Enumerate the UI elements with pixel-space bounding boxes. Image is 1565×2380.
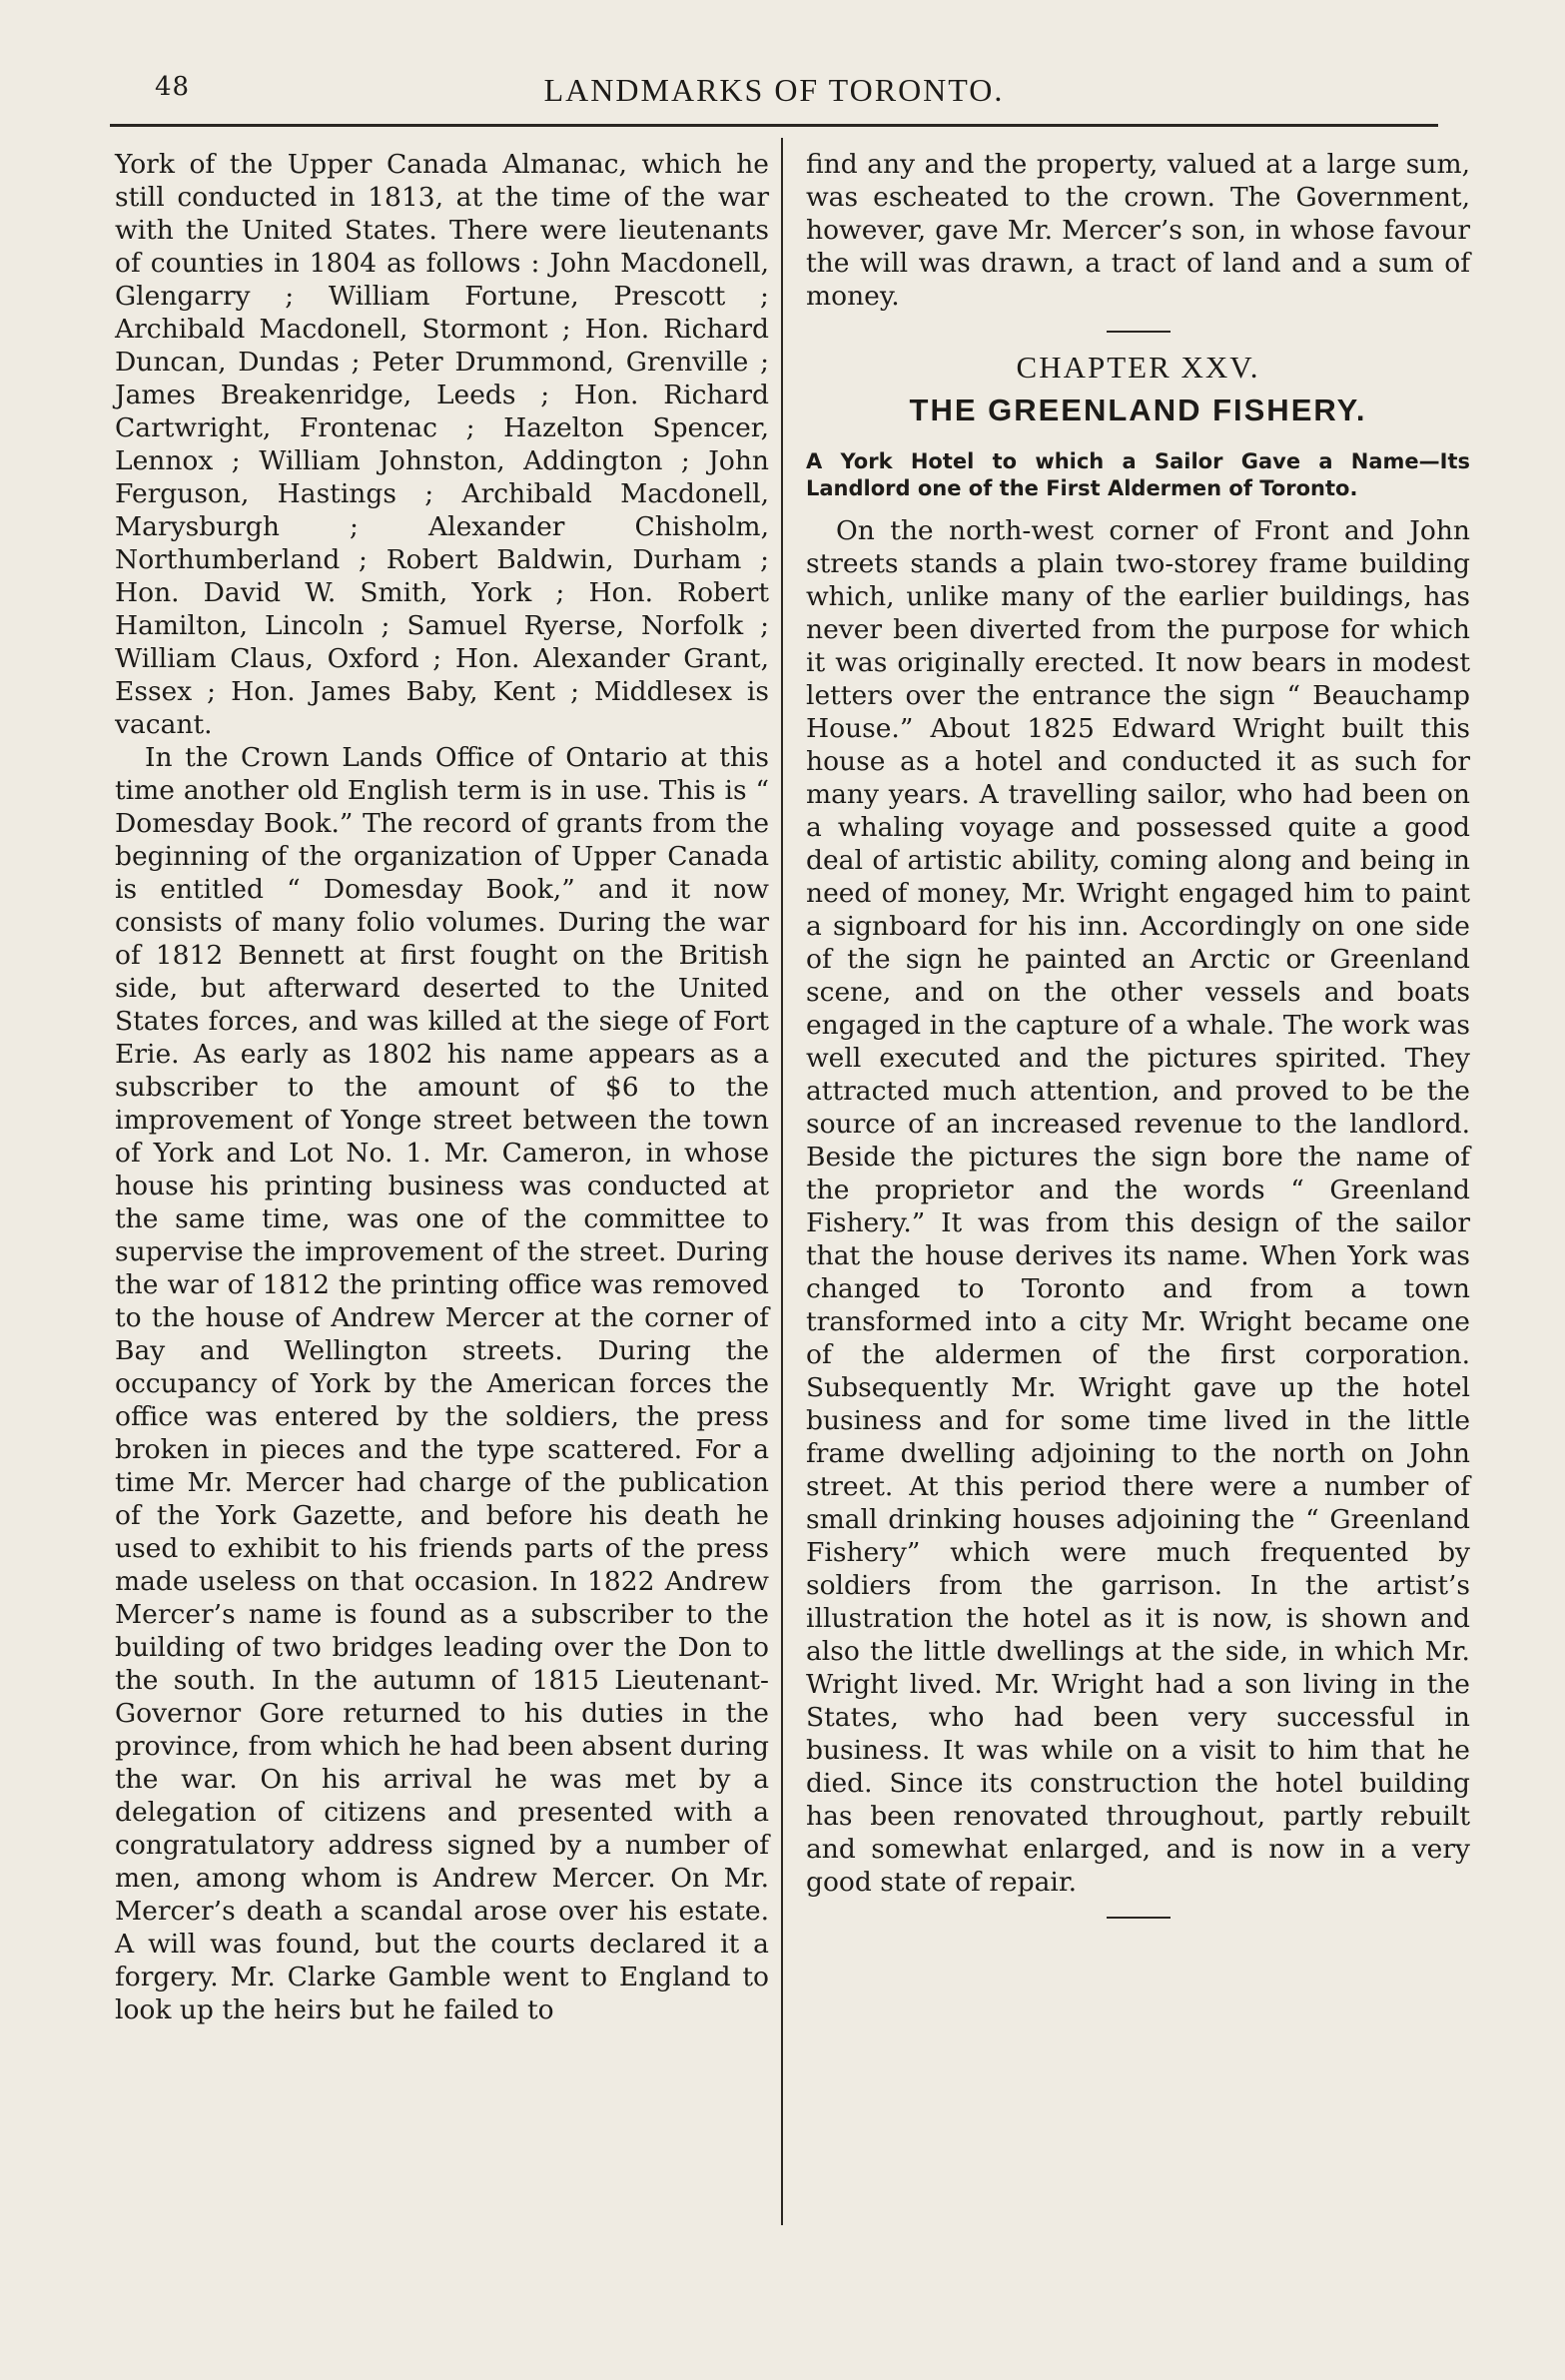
column-divider <box>781 138 783 2225</box>
section-rule <box>1107 331 1171 333</box>
left-column <box>115 148 769 2026</box>
page-header <box>110 72 1438 120</box>
chapter-body-paragraph: On the north-west corner of Front and John streets stands a plain two-storey frame building which, unlike many of the earlier buildings, has never been diverted from the purpose for which it was originally erected. It now bears in modest letters over the entrance the sign “ Beauchamp House.” About 1825 Edward Wright built this house as a hotel and conducted it as such for many years. A travelling sailor, who had been on a whaling voyage and possessed quite a good deal of artistic ability, coming along and being in need of money, Mr. Wright engaged him to paint a signboard for his inn. Accordingly on one side of the sign he painted an Arctic or Greenland scene, and on the other vessels and boats engaged in the capture of a whale. The work was well executed and the pictures spirited. They attracted much attention, and proved to be the source of an increased revenue to the landlord. Beside the pictures the sign bore the name of the proprietor and the words “ Greenland Fishery.” It was from this design of the sailor that the house derives its name. When York was changed to Toronto and from a town transformed into a city Mr. Wright became one of the aldermen of the first corporation. Subsequently Mr. Wright gave up the hotel business and for some time lived in the little frame dwelling adjoining to the north on John street. At this period there were a number of small drinking houses adjoining the “ Greenland Fishery” which were much frequented by soldiers from the garrison. In the artist’s illustration the hotel as it is now, is shown and also the little dwellings at the side, in which Mr. Wright lived. Mr. Wright had a son living in the States, who had been very successful in business. It was while on a visit to him that he died. Since its construction the hotel building has been renovated throughout, partly rebuilt and somewhat enlarged, and is now in a very good state of repair. <box>806 515 1470 1898</box>
left-paragraph-1: York of the Upper Canada Almanac, which he still conducted in 1813, at the time of the war with the United States. There were lieutenants of counties in 1804 as follows : John Macdonell, Glengarry ; William Fortune, Prescott ; Archibald Macdonell, Stormont ; Hon. Richard Duncan, Dundas ; Peter Drummond, Grenville ; James Breakenridge, Leeds ; Hon. Richard Cartwright, Frontenac ; Hazelton Spencer, Lennox ; William Johnston, Addington ; John Ferguson, Hastings ; Archibald Macdonell, Marysburgh ; Alexander Chisholm, Northumberland ; Robert Baldwin, Durham ; Hon. David W. Smith, York ; Hon. Robert Hamilton, Lincoln ; Samuel Ryerse, Norfolk ; William Claus, Oxford ; Hon. Alexander Grant, Essex ; Hon. James Baby, Kent ; Middlesex is vacant. <box>115 149 769 740</box>
chapter-subheading: A York Hotel to which a Sailor Gave a Name—Its Landlord one of the First Aldermen of Toronto. <box>806 449 1470 500</box>
chapter-number: CHAPTER XXV. <box>1016 350 1260 385</box>
running-head: LANDMARKS OF TORONTO. <box>543 72 1005 108</box>
header-rule <box>110 124 1438 127</box>
page-number: 48 <box>155 72 191 102</box>
right-continuation-paragraph: find any and the property, valued at a large sum, was escheated to the crown. The Government, however, gave Mr. Mercer’s son, in whose favour the will was drawn, a tract of land and a sum of money. <box>806 149 1470 312</box>
chapter-title: THE GREENLAND FISHERY. <box>909 393 1367 427</box>
end-rule <box>1107 1917 1171 1919</box>
right-column <box>806 148 1470 1919</box>
left-paragraph-2: In the Crown Lands Office of Ontario at this time another old English term is in use. This is “ Domesday Book.” The record of grants from the beginning of the organization of Upper Canada is entitled “ Domesday Book,” and it now consists of many folio volumes. During the war of 1812 Bennett at first fought on the British side, but afterward deserted to the United States forces, and was killed at the siege of Fort Erie. As early as 1802 his name appears as a subscriber to the amount of $6 to the improvement of Yonge street between the town of York and Lot No. 1. Mr. Cameron, in whose house his printing business was conducted at the same time, was one of the committee to supervise the improvement of the street. During the war of 1812 the printing office was removed to the house of Andrew Mercer at the corner of Bay and Wellington streets. During the occupancy of York by the American forces the office was entered by the soldiers, the press broken in pieces and the type scattered. For a time Mr. Mercer had charge of the publication of the York Gazette, and before his death he used to exhibit to his friends parts of the press made useless on that occasion. In 1822 Andrew Mercer’s name is found as a subscriber to the building of two bridges leading over the Don to the south. In the autumn of 1815 Lieutenant-Governor Gore returned to his duties in the province, from which he had been absent during the war. On his arrival he was met by a delegation of citizens and presented with a congratulatory address signed by a number of men, among whom is Andrew Mercer. On Mr. Mercer’s death a scandal arose over his estate. A will was found, but the courts declared it a forgery. Mr. Clarke Gamble went to England to look up the heirs but he failed to <box>115 742 769 2025</box>
